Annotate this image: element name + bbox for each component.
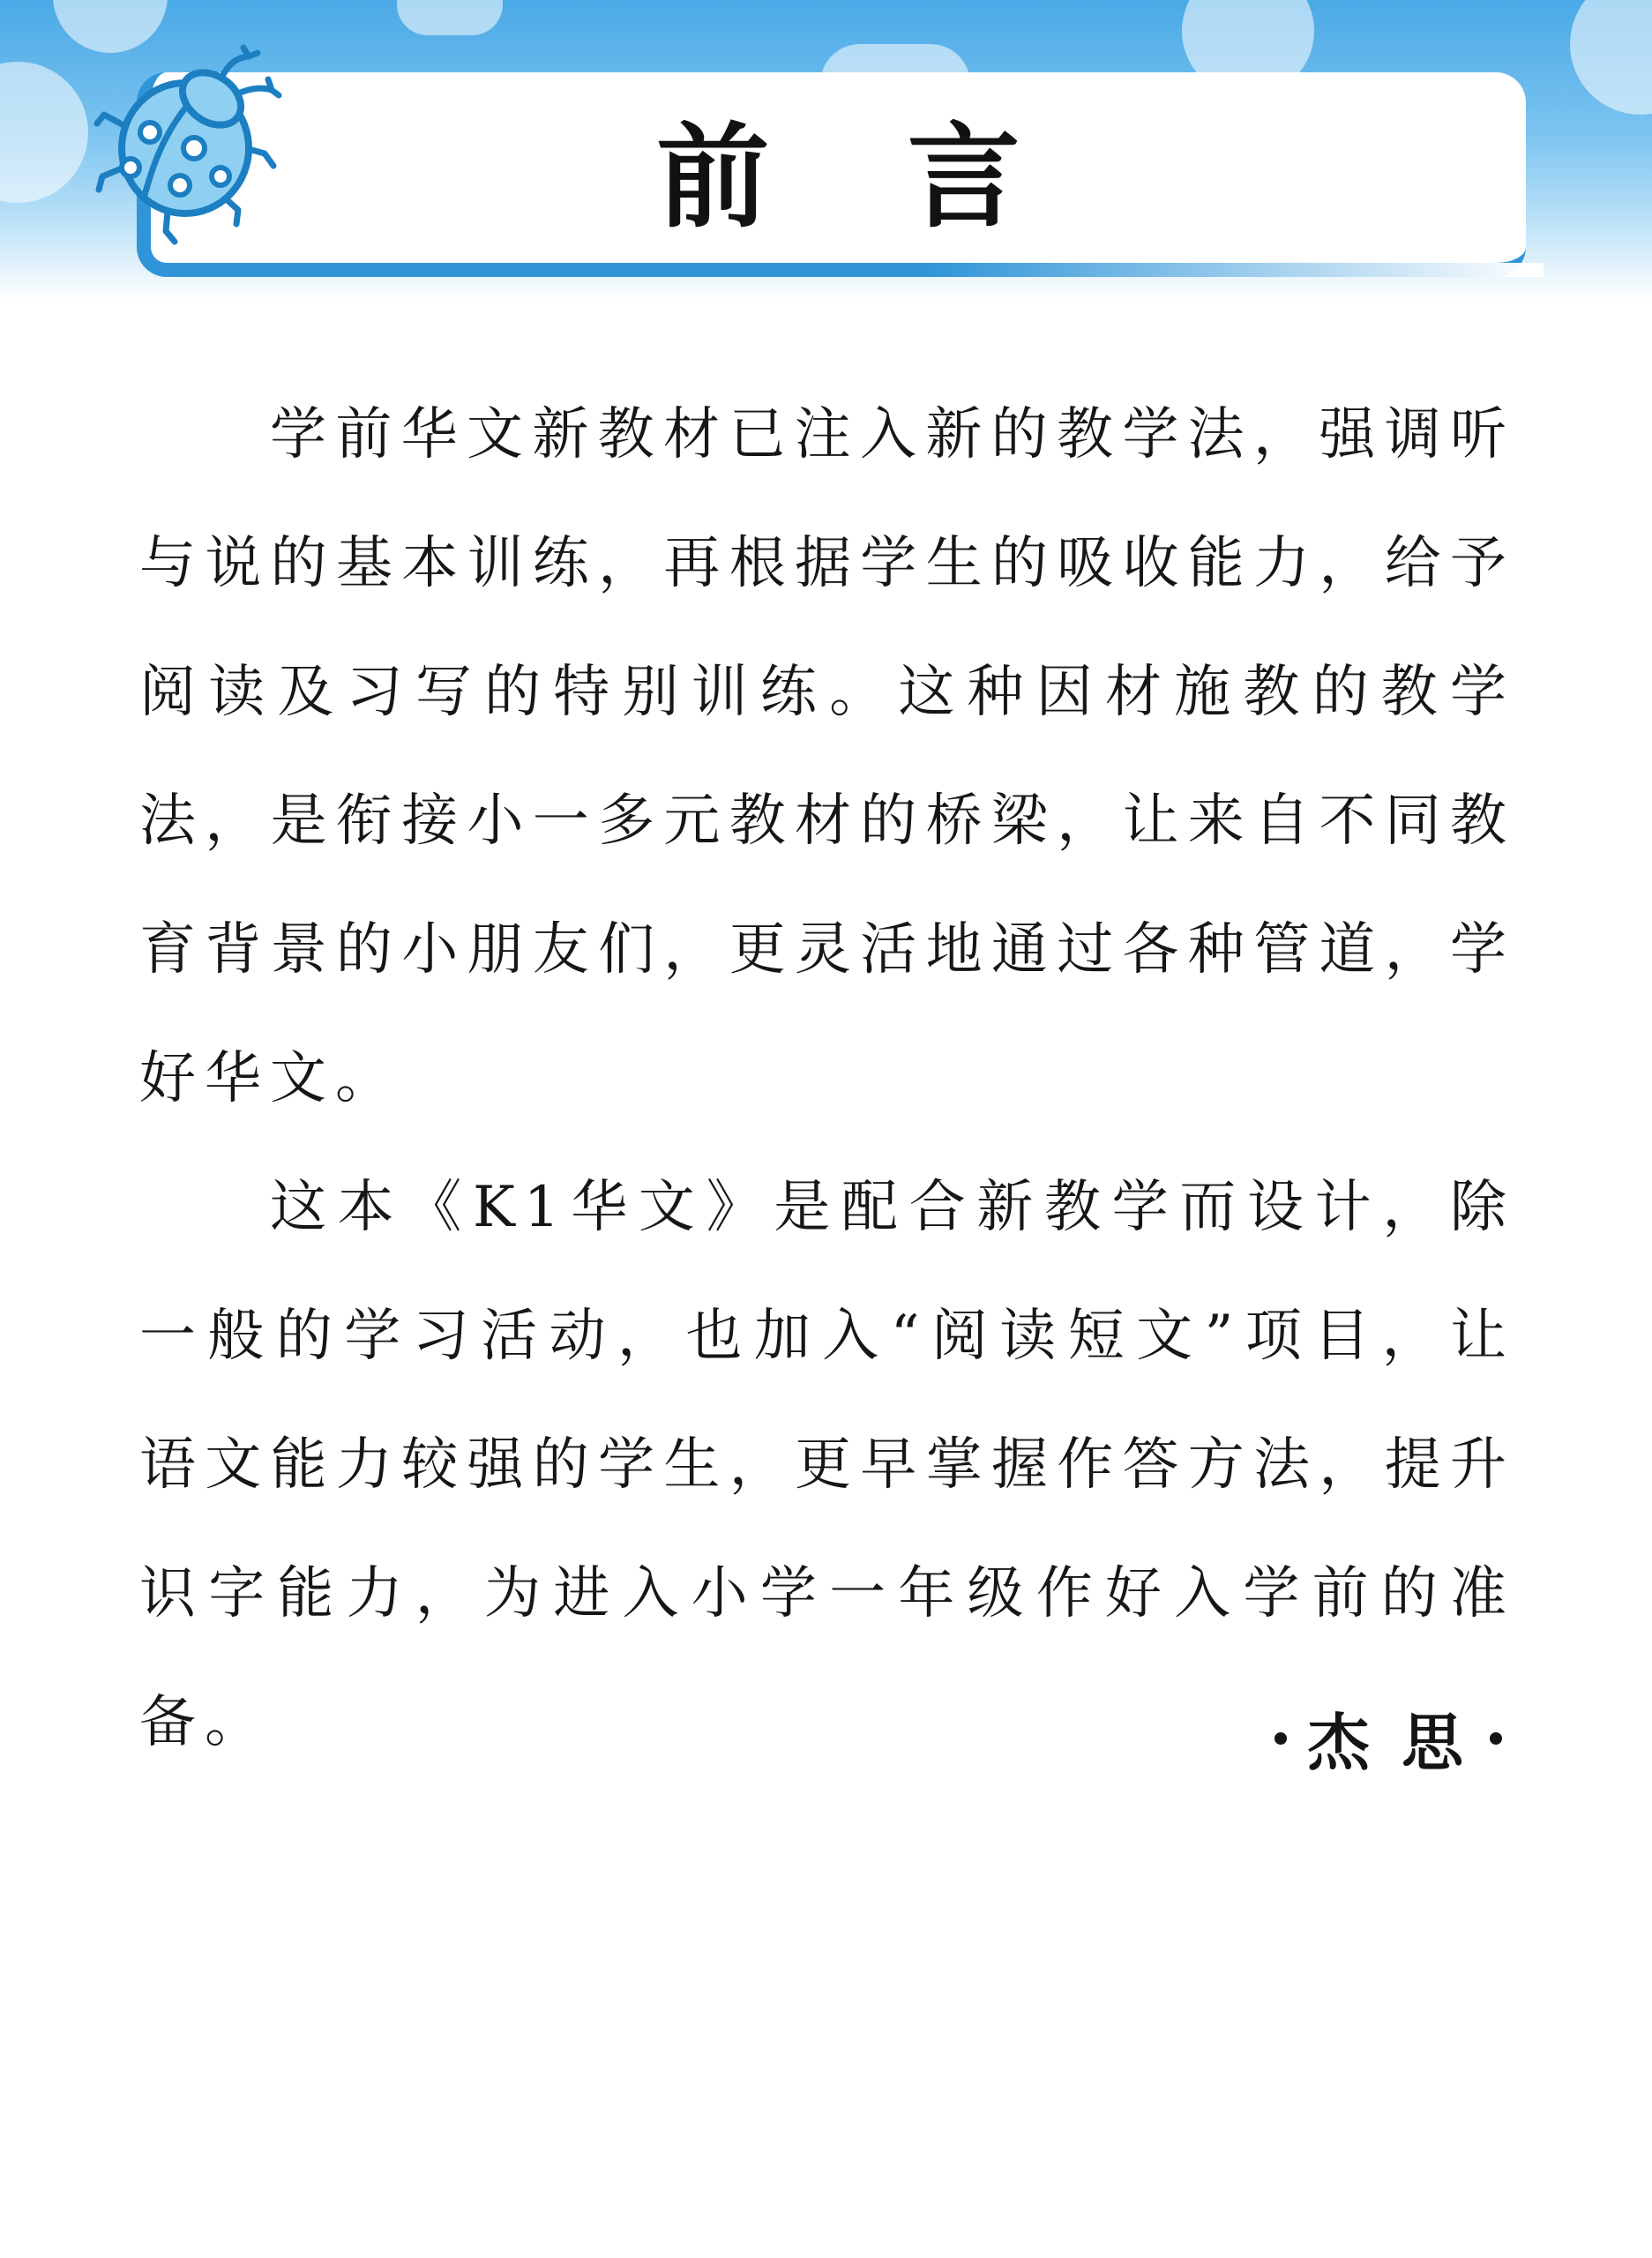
bullet-dot-icon [1275, 1732, 1287, 1745]
paragraph: 这本《K1华文》是配合新教学而设计，除一般的学习活动，也加入“阅读短文”项目，让语文能力较强的学生，更早掌握作答方法，提升识字能力，为进入小学一年级作好入学前的准备。 [139, 1175, 1515, 1755]
page-title: 前 言 [656, 112, 1070, 243]
title-box [137, 72, 1526, 277]
paragraph: 学前华文新教材已注入新的教学法，强调听与说的基本训练，再根据学生的吸收能力，给予阅读及习写的特别训练。这种因材施教的教学法，是衔接小一多元教材的桥梁，让来自不同教育背景的小朋友们，更灵活地通过各种管道，学好华文。 [139, 402, 1515, 1111]
signature [1275, 1694, 1502, 1783]
preface-body [139, 370, 1515, 1787]
ladybug-icon [88, 44, 282, 247]
bubble-decoration [397, 0, 503, 35]
bubble-decoration [0, 62, 88, 203]
bullet-dot-icon [1490, 1732, 1502, 1745]
author-name: 杰 思 [1307, 1707, 1469, 1779]
header-band [0, 0, 1652, 300]
bubble-decoration [1570, 0, 1652, 115]
